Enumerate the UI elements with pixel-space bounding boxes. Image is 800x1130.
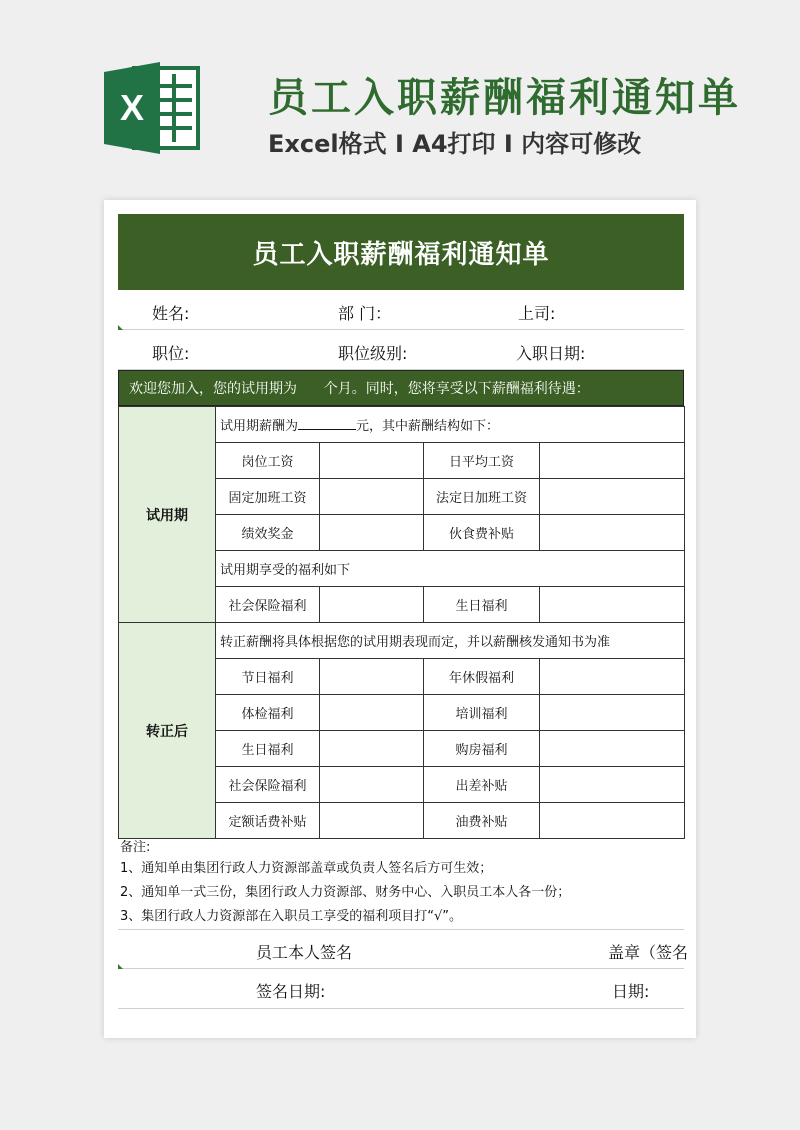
notes-section (118, 839, 684, 929)
value-cell[interactable] (540, 767, 685, 803)
item-label: 年休假福利 (424, 659, 540, 695)
item-label: 生日福利 (424, 587, 540, 623)
item-label: 培训福利 (424, 695, 540, 731)
signature-date-label: 签名日期: (256, 982, 326, 1001)
probation-benefits-intro: 试用期享受的福利如下 (216, 551, 685, 587)
item-label: 岗位工资 (216, 443, 320, 479)
item-label: 法定日加班工资 (424, 479, 540, 515)
value-cell[interactable] (540, 515, 685, 551)
item-label: 伙食费补贴 (424, 515, 540, 551)
value-cell[interactable] (540, 803, 685, 839)
benefits-table (118, 406, 685, 839)
value-cell[interactable] (540, 659, 685, 695)
signature-date-row (118, 969, 684, 1009)
notice-form (118, 214, 689, 1009)
note-item: 3、集团行政人力资源部在入职员工享受的福利项目打“√”。 (120, 909, 463, 924)
employee-signature-label: 员工本人签名 (256, 943, 353, 962)
probation-section-label: 试用期 (119, 407, 216, 623)
value-cell[interactable] (540, 731, 685, 767)
supervisor-label: 上司: (518, 304, 556, 323)
position-level-label: 职位级别: (338, 344, 408, 363)
value-cell[interactable] (320, 695, 424, 731)
table-row (119, 623, 685, 659)
value-cell[interactable] (320, 443, 424, 479)
position-label: 职位: (152, 344, 190, 363)
item-label: 油费补贴 (424, 803, 540, 839)
hire-date-label: 入职日期: (516, 344, 586, 363)
info-row (118, 330, 684, 370)
excel-logo-icon (104, 60, 202, 156)
info-row (118, 290, 684, 330)
signature-row (118, 929, 689, 969)
name-label: 姓名: (152, 304, 190, 323)
excel-logo-letter: X (119, 87, 145, 128)
note-item: 1、通知单由集团行政人力资源部盖章或负责人签名后方可生效； (120, 861, 493, 876)
item-label: 固定加班工资 (216, 479, 320, 515)
item-label: 绩效奖金 (216, 515, 320, 551)
value-cell[interactable] (320, 659, 424, 695)
notes-heading: 备注: (120, 840, 151, 855)
item-label: 定额话费补贴 (216, 803, 320, 839)
item-label: 体检福利 (216, 695, 320, 731)
value-cell[interactable] (320, 587, 424, 623)
item-label: 生日福利 (216, 731, 320, 767)
document-title: 员工入职薪酬福利通知单 (118, 214, 684, 290)
regular-section-label: 转正后 (119, 623, 216, 839)
probation-salary-prefix: 试用期薪酬为 (220, 419, 299, 434)
department-label: 部 门： (338, 304, 392, 323)
item-label: 社会保险福利 (216, 587, 320, 623)
value-cell[interactable] (320, 731, 424, 767)
table-row (119, 407, 685, 443)
salary-blank[interactable] (298, 418, 356, 430)
probation-salary-line (216, 407, 685, 443)
stamp-label: 盖章（签名 (608, 943, 689, 962)
value-cell[interactable] (320, 803, 424, 839)
value-cell[interactable] (540, 587, 685, 623)
note-item: 2、通知单一式三份，集团行政人力资源部、财务中心、入职员工本人各一份； (120, 885, 571, 900)
value-cell[interactable] (320, 479, 424, 515)
item-label: 社会保险福利 (216, 767, 320, 803)
value-cell[interactable] (540, 695, 685, 731)
document-paper (104, 200, 696, 1038)
item-label: 节日福利 (216, 659, 320, 695)
date-label: 日期: (612, 982, 650, 1001)
value-cell[interactable] (320, 515, 424, 551)
banner-subtitle: Excel格式 I A4打印 I 内容可修改 (268, 130, 642, 158)
item-label: 日平均工资 (424, 443, 540, 479)
welcome-banner: 欢迎您加入，您的试用期为 个月。同时，您将享受以下薪酬福利待遇： (118, 370, 684, 406)
item-label: 购房福利 (424, 731, 540, 767)
regular-intro: 转正薪酬将具体根据您的试用期表现而定，并以薪酬核发通知书为准 (216, 623, 685, 659)
value-cell[interactable] (320, 767, 424, 803)
banner-title: 员工入职薪酬福利通知单 (268, 75, 741, 121)
probation-salary-suffix: 元，其中薪酬结构如下： (356, 419, 500, 434)
value-cell[interactable] (540, 479, 685, 515)
item-label: 出差补贴 (424, 767, 540, 803)
value-cell[interactable] (540, 443, 685, 479)
